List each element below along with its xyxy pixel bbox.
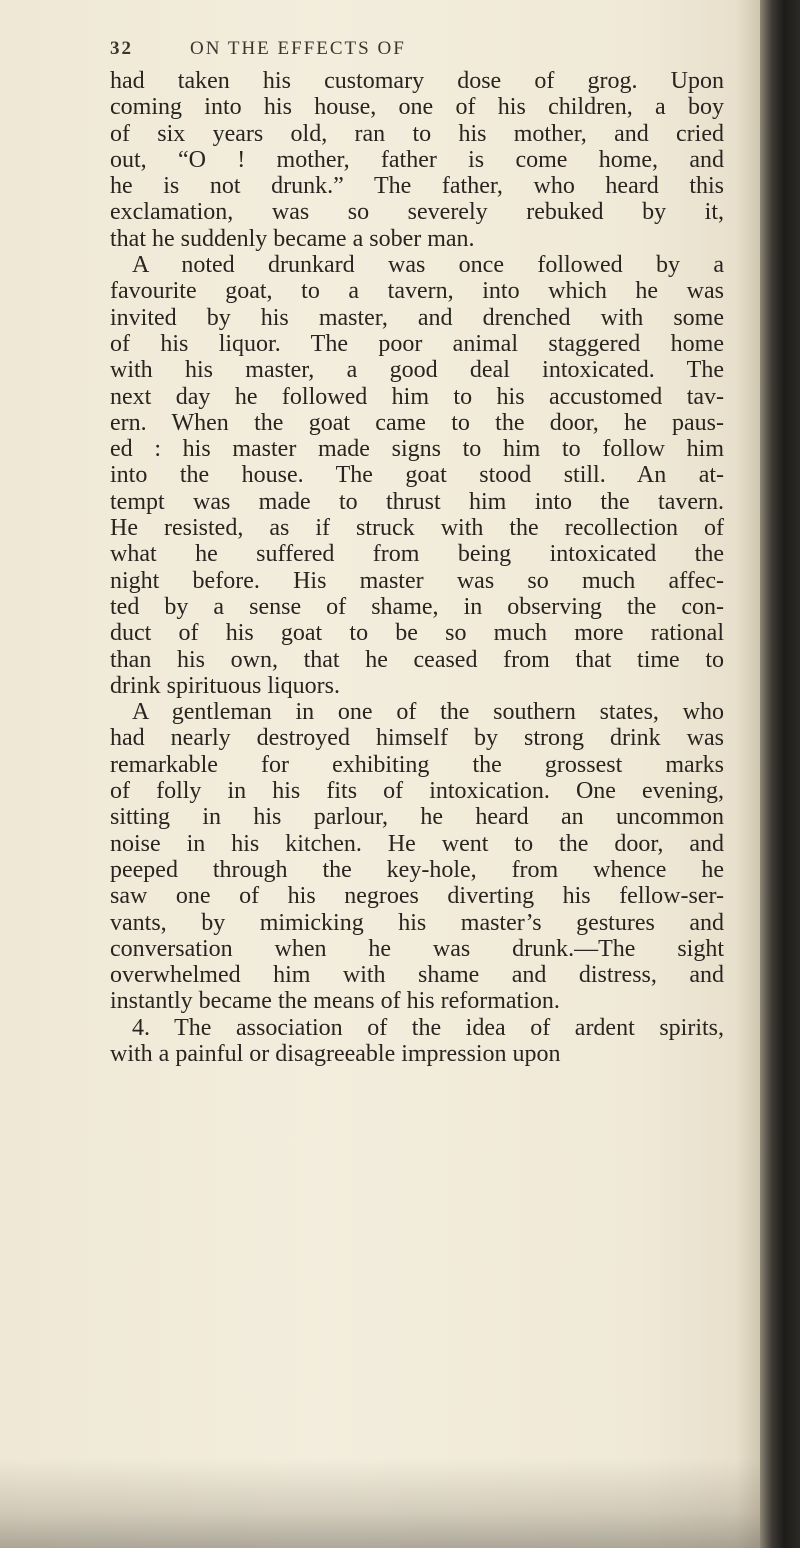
text-line: vants, by mimicking his master’s gestures and [110, 909, 724, 936]
text-line: with his master, a good deal intoxicated. The [110, 357, 724, 384]
text-line: than his own, that he ceased from that time to [110, 646, 724, 673]
text-line: peeped through the key-hole, from whence he [110, 856, 724, 883]
book-binding-edge [760, 0, 800, 1548]
text-line: that he suddenly became a sober man. [110, 225, 475, 252]
text-line: tempt was made to thrust him into the tavern. [110, 488, 724, 515]
body-text [110, 68, 724, 1067]
text-line: into the house. The goat stood still. An at- [110, 462, 724, 489]
page-number: 32 [110, 38, 133, 59]
text-line: next day he followed him to his accustomed tav- [110, 383, 724, 410]
text-line: overwhelmed him with shame and distress, and [110, 962, 724, 989]
text-line: instantly became the means of his reformation. [110, 988, 560, 1015]
text-line: had nearly destroyed himself by strong drink was [110, 725, 724, 752]
text-line: of his liquor. The poor animal staggered home [110, 330, 724, 357]
text-line: favourite goat, to a tavern, into which he was [110, 278, 724, 305]
text-line: night before. His master was so much affec- [110, 567, 724, 594]
text-line: he is not drunk.” The father, who heard this [110, 173, 724, 200]
running-head: ON THE EFFECTS OF [190, 38, 406, 59]
text-line: ted by a sense of shame, in observing the con- [110, 593, 724, 620]
text-line: duct of his goat to be so much more rational [110, 620, 724, 647]
text-line: conversation when he was drunk.—The sight [110, 935, 724, 962]
text-line: He resisted, as if struck with the recollection of [110, 515, 724, 542]
text-line: noise in his kitchen. He went to the door, and [110, 830, 724, 857]
text-line: invited by his master, and drenched with some [110, 304, 724, 331]
text-line: A gentleman in one of the southern states, who [132, 699, 724, 726]
text-line: out, “O ! mother, father is come home, and [110, 146, 724, 173]
text-line: with a painful or disagreeable impression upon [110, 1040, 561, 1067]
text-line: had taken his customary dose of grog. Upon [110, 68, 724, 94]
text-line: coming into his house, one of his children, a boy [110, 94, 724, 121]
text-line: of folly in his fits of intoxication. One evening, [110, 778, 724, 805]
text-line: ed : his master made signs to him to follow him [110, 436, 724, 463]
text-line: sitting in his parlour, he heard an uncommon [110, 804, 724, 831]
text-line: saw one of his negroes diverting his fellow-ser- [110, 883, 724, 910]
text-line: exclamation, was so severely rebuked by it, [110, 199, 724, 226]
page-header [110, 38, 710, 68]
text-line: A noted drunkard was once followed by a [132, 252, 724, 279]
text-line: ern. When the goat came to the door, he paus- [110, 409, 724, 436]
text-line: of six years old, ran to his mother, and cried [110, 120, 724, 147]
text-line: drink spirituous liquors. [110, 672, 341, 699]
text-line: what he suffered from being intoxicated the [110, 541, 724, 568]
text-line: 4. The association of the idea of ardent spirits, [132, 1014, 724, 1041]
text-line: remarkable for exhibiting the grossest marks [110, 751, 724, 778]
page-bottom-shadow [0, 1458, 760, 1548]
